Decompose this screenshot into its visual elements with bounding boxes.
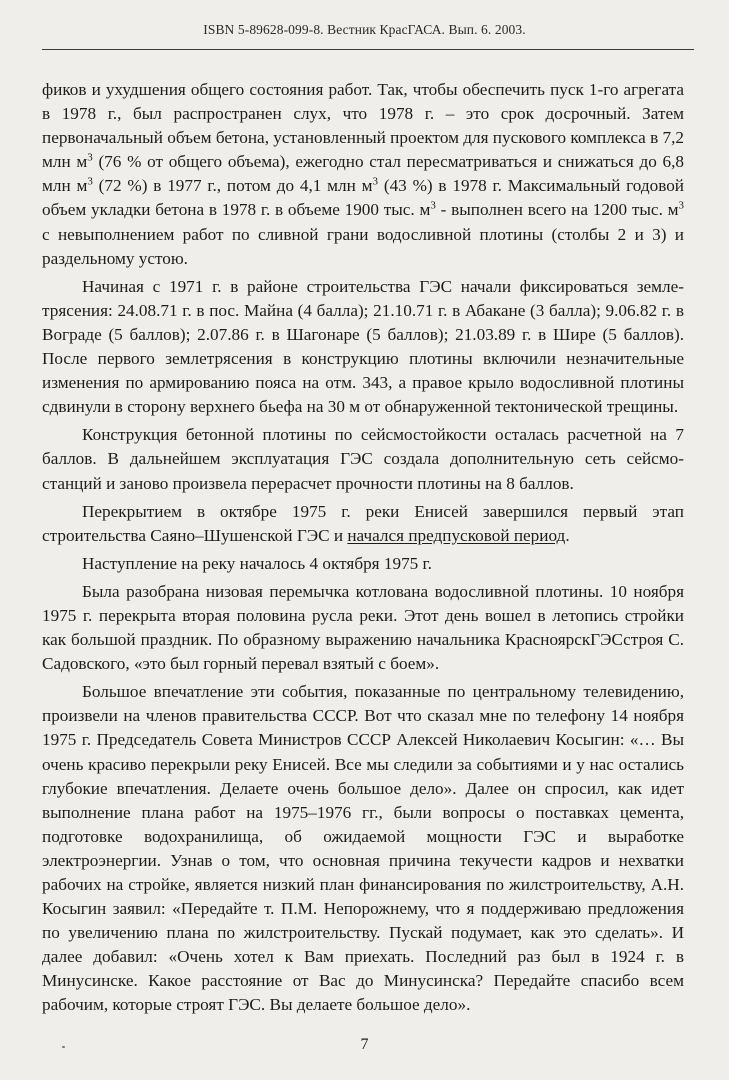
paragraph xyxy=(42,552,684,576)
text-segment: с невыполнением работ по сливной грани водосливной плотины (столбы 2 и 3) и раздельному устою. xyxy=(42,224,684,268)
text-segment: Была разобрана низовая перемычка котлована водосливной плотины. 10 ноября 1975 г. перекрыта вторая половина русла реки. Этот день вошел в летопись стройки как большой праздник. По образному выражению начальника КрасноярскГЭСстроя С. Садовского, «это был горный перевал взятый с боем». xyxy=(42,581,684,674)
text-segment: Большое впечатление эти события, показанные по центральному телевидению, произвели на членов правительства СССР. Вот что сказал мне по телефону 14 ноября 1975 г. Председатель Совета Министров СССР Алексей Николаевич Косыгин: «… Вы очень красиво перекрыли реку Енисей. Все мы следили за событиями и у нас остались глубокие впечатления. Делаете очень большое дело». Далее он спросил, как идет выполнение плана работ на 1975–1976 гг., были вопросы о поставках цемента, подготовке водохранилища, об ожидаемой мощности ГЭС и выработке электроэнергии. Узнав о том, что основная причина текучести кадров и нехватки рабочих на стройке, является низкий план финансирования по жилстроительству, А.Н. Косыгин заявил: «Передайте т. П.М. Непорожнему, что я поддерживаю предложения по увеличению плана по жилстроительству. Пускай подумает, как это сделать». И далее добавил: «Очень хотел к Вам приехать. Последний раз был в 1924 г. в Минусинске. Какое расстояние от Вас до Минусинска? Передайте спасибо всем рабочим, которые строят ГЭС. Вы делаете большое дело». xyxy=(42,682,684,1015)
paragraph xyxy=(42,423,684,495)
page-number: 7 xyxy=(360,1036,369,1053)
text-segment: Конструкция бетонной плотины по сейсмостойкости осталась расчетной на 7 баллов. В дальнейшем эксплуатация ГЭС создала дополнительную сеть сейсмостанций и заново произвела перерасчет прочности плотины на 8 баллов. xyxy=(42,425,684,493)
paragraph xyxy=(42,580,684,676)
paragraph xyxy=(42,78,684,271)
text-segment: (43 %) в 1978 г. Максимальный годовой объем укладки бетона в 1978 г. в объеме 1900 тыс. м xyxy=(42,176,685,220)
text-segment: (72 %) в 1977 г., потом до 4,1 млн м xyxy=(92,176,373,196)
header-rule xyxy=(42,49,694,50)
running-header: ISBN 5-89628-099-8. Вестник КрасГАСА. Вып. 6. 2003. xyxy=(203,22,526,37)
text-segment: . xyxy=(565,525,570,545)
superscript: 3 xyxy=(678,199,684,212)
text-segment: (76 % от общего объема), ежегодно стал пересматриваться и снижаться до 6,8 млн м xyxy=(42,152,685,196)
paragraph xyxy=(42,500,684,548)
superscript: 3 xyxy=(430,199,436,212)
body-text xyxy=(42,78,684,1018)
text-segment: Наступление на реку началось 4 октября 1975 г. xyxy=(82,553,432,573)
text-segment: Перекрытием в октябре 1975 г. реки Енисей завершился первый этап строительства Саяно–Шушенской ГЭС и xyxy=(42,501,684,545)
text-segment: фиков и ухудшения общего состояния работ. Так, чтобы обеспечить пуск 1-го агрегата в 1978 г., был распространен слух, что 1978 г. – это срок досрочный. Затем первоначальный объем бетона, установленный проектом для пускового комплекса в 7,2 млн м xyxy=(42,80,684,172)
paragraph xyxy=(42,680,684,1017)
underlined-text: начался предпусковой период xyxy=(347,525,566,545)
text-segment: Начиная с 1971 г. в районе строительства ГЭС начали фиксироваться землетрясения: 24.08.71 г. в пос. Майна (4 балла); 21.10.71 г. в Абакане (3 балла); 9.06.82 г. в Bограде (5 баллов); 2.07.86 г. в Шагонаре (5 баллов); 21.03.89 г. в Шире (5 баллов). После первого землетрясения в конструкцию плотины включили незначительные изменения по армированию пояса на отм. 343, а правое крыло водосливной плотины сдвинули в сторону верхнего бьефа на 30 м от обнаруженной тектонической трещины. xyxy=(42,276,684,417)
superscript: 3 xyxy=(87,175,93,188)
text-segment: - выполнен всего на 1200 тыс. м xyxy=(435,200,679,220)
paragraph xyxy=(42,275,684,420)
superscript: 3 xyxy=(372,175,379,188)
scan-speck xyxy=(62,1046,65,1048)
superscript: 3 xyxy=(87,151,93,164)
